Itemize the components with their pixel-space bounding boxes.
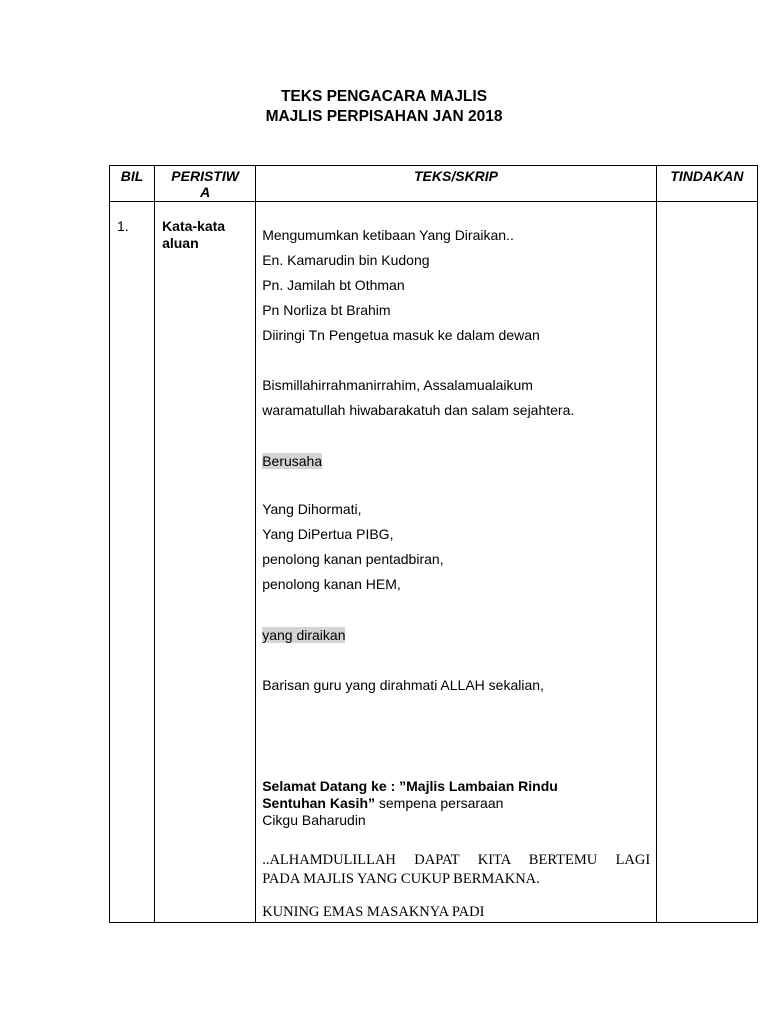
script-line: Yang Dihormati, [262, 501, 362, 517]
header-peristiwa-line1: PERISTIW [171, 168, 239, 184]
script-line: Pn. Jamilah bt Othman [262, 277, 405, 293]
script-line: Yang DiPertua PIBG, [262, 526, 394, 542]
peristiwa-line2: aluan [162, 235, 199, 251]
script-line: waramatullah hiwabarakatuh dan salam sejahtera. [262, 402, 575, 418]
script-line: Pn Norliza bt Brahim [262, 302, 391, 318]
script-line: penolong kanan HEM, [262, 576, 401, 592]
document-title: TEKS PENGACARA MAJLIS [280, 88, 488, 105]
script-line: penolong kanan pentadbiran, [262, 551, 444, 567]
header-peristiwa [155, 166, 256, 202]
row-number: 1. [117, 218, 129, 234]
table-header-row [110, 166, 758, 202]
script-line: En. Kamarudin bin Kudong [262, 252, 430, 268]
peristiwa-line1: Kata-kata [162, 218, 226, 234]
cell-peristiwa [155, 202, 256, 923]
header-tindakan: TINDAKAN [656, 166, 757, 202]
welcome-line1: Selamat Datang ke : ”Majlis Lambaian Rindu [262, 778, 558, 794]
script-line: Bismillahirrahmanirrahim, Assalamualaikum [262, 377, 533, 393]
script-table [109, 165, 758, 923]
table-row [110, 202, 758, 923]
cell-tindakan [656, 202, 757, 923]
header-peristiwa-line2: A [200, 184, 211, 200]
header-bil: BIL [110, 166, 155, 202]
script-line: Diiringi Tn Pengetua masuk ke dalam dewan [262, 327, 540, 343]
welcome-line3: Cikgu Baharudin [262, 812, 366, 828]
welcome-line2: Sentuhan Kasih” sempena persaraan [262, 795, 504, 811]
highlighted-line: yang diraikan [262, 627, 346, 643]
serif-line2: PADA MAJLIS YANG CUKUP BERMAKNA. [262, 871, 540, 887]
header-teks: TEKS/SKRIP [256, 166, 657, 202]
highlighted-line: Berusaha [262, 453, 323, 469]
cell-teks [256, 202, 657, 923]
script-line: Barisan guru yang dirahmati ALLAH sekalian, [262, 677, 544, 693]
script-line: Mengumumkan ketibaan Yang Diraikan.. [262, 227, 514, 243]
cell-bil [110, 202, 155, 923]
serif-line3: KUNING EMAS MASAKNYA PADI [262, 904, 485, 920]
document-subtitle: MAJLIS PERPISAHAN JAN 2018 [265, 108, 503, 125]
serif-line1: ..ALHAMDULILLAH DAPAT KITA BERTEMU LAGI [262, 852, 651, 868]
